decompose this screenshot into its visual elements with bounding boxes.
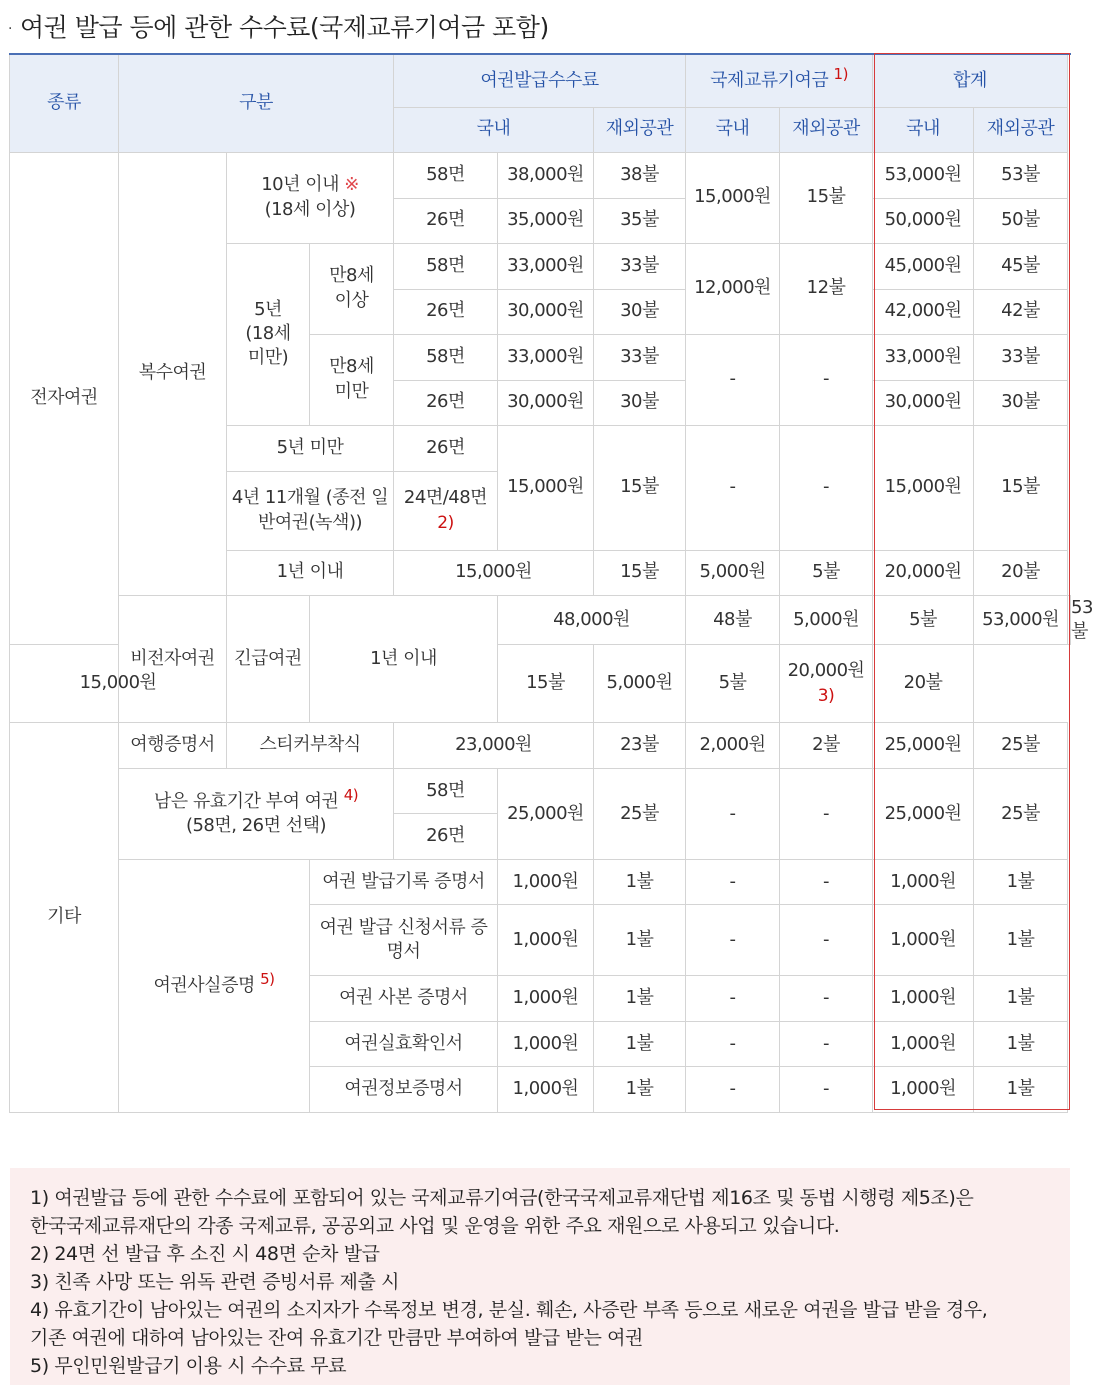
fund-overseas: -: [780, 976, 873, 1022]
five-year-age: (18세: [245, 322, 291, 344]
period-ten-year: [227, 152, 394, 243]
header-total-domestic: 국내: [873, 107, 974, 152]
fee-overseas: 30불: [594, 380, 686, 425]
fund-domestic: 5,000원: [594, 645, 686, 723]
type-other: 기타: [10, 723, 119, 1113]
pages: 26면: [394, 198, 498, 243]
category-travel-cert: 여행증명서: [119, 723, 227, 769]
header-intl-fund: [686, 54, 873, 107]
header-issue-overseas: 재외공관: [594, 107, 686, 152]
total-domestic: 53,000원: [974, 595, 1068, 645]
cert-name: 여권 발급기록 증명서: [310, 860, 498, 905]
fund-domestic: 2,000원: [686, 723, 780, 769]
pages: 58면: [394, 152, 498, 198]
fund-overseas: -: [780, 334, 873, 425]
fund-overseas: -: [780, 769, 873, 860]
fee-domestic: 23,000원: [394, 723, 594, 769]
fee-domestic: 25,000원: [498, 769, 594, 860]
total-overseas: 1불: [974, 1022, 1068, 1067]
cert-name: 여권실효확인서: [310, 1022, 498, 1067]
footnote-line: 5) 무인민원발급기 이용 시 수수료 무료: [30, 1355, 347, 1377]
total-domestic: 30,000원: [873, 380, 974, 425]
total-domestic: [780, 645, 873, 723]
fee-overseas: 48불: [686, 595, 780, 645]
total-domestic: 1,000원: [873, 905, 974, 976]
footnote-ref: 4): [343, 785, 359, 804]
under8-label: 만8세: [329, 356, 374, 378]
remaining-label: 남은 유효기간 부여 여권: [153, 790, 339, 812]
fee-overseas: 1불: [594, 976, 686, 1022]
period-one-year: 1년 이내: [227, 550, 394, 595]
fee-domestic: 1,000원: [498, 1022, 594, 1067]
total-domestic: 45,000원: [873, 243, 974, 289]
total-overseas: 1불: [974, 860, 1068, 905]
total-domestic: 15,000원: [873, 425, 974, 550]
pages: 58면: [394, 243, 498, 289]
total-overseas: 15불: [974, 425, 1068, 550]
header-total: 합계: [873, 54, 1068, 107]
fee-overseas: 33불: [594, 243, 686, 289]
cert-name: 여권 사본 증명서: [310, 976, 498, 1022]
footnote-line: 2) 24면 선 발급 후 소진 시 48면 순차 발급: [30, 1243, 380, 1265]
fee-domestic: 1,000원: [498, 976, 594, 1022]
fund-domestic: -: [686, 769, 780, 860]
fee-overseas: 30불: [594, 289, 686, 334]
footnote-ref: 2): [437, 512, 454, 533]
total-overseas: 30불: [974, 380, 1068, 425]
fee-overseas: 1불: [594, 1022, 686, 1067]
header-intl-fund-text: 국제교류기여금: [710, 69, 829, 91]
fee-overseas: 35불: [594, 198, 686, 243]
fee-domestic: 1,000원: [498, 1067, 594, 1113]
fund-overseas: 2불: [780, 723, 873, 769]
category-multiple: 복수여권: [119, 152, 227, 595]
fact-cert-label: 여권사실증명: [153, 974, 255, 996]
fee-overseas: 15불: [594, 550, 686, 595]
footnotes-box: [10, 1168, 1070, 1385]
fund-domestic: -: [686, 1022, 780, 1067]
fund-overseas: 5불: [780, 550, 873, 595]
total-overseas: 50불: [974, 198, 1068, 243]
category-emergency: 긴급여권: [227, 595, 310, 723]
ten-year-age: (18세 이상): [264, 198, 356, 220]
fund-domestic: -: [686, 334, 780, 425]
footnote-ref: 5): [260, 969, 275, 988]
five-year-label: 5년: [254, 298, 282, 320]
total-overseas: 25불: [974, 723, 1068, 769]
fund-domestic: -: [686, 976, 780, 1022]
header-issue-domestic: 국내: [394, 107, 594, 152]
header-total-overseas: 재외공관: [974, 107, 1068, 152]
pages: 26면: [394, 380, 498, 425]
total-overseas: 42불: [974, 289, 1068, 334]
fee-domestic: 15,000원: [498, 425, 594, 550]
pages: 26면: [394, 289, 498, 334]
footnote-line: 한국국제교류재단의 각종 국제교류, 공공외교 사업 및 운영을 위한 주요 재원으로 사용되고 있습니다.: [30, 1215, 840, 1237]
total-domestic: 1,000원: [873, 1067, 974, 1113]
type-electronic: 전자여권: [10, 152, 119, 645]
type-non-electronic: 비전자여권: [119, 595, 227, 723]
fee-overseas: 15불: [498, 645, 594, 723]
fund-overseas: 12불: [780, 243, 873, 334]
cert-name: 여권 발급 신청서류 증명서: [310, 905, 498, 976]
fund-overseas: -: [780, 1067, 873, 1113]
footnote-line: 4) 유효기간이 남아있는 여권의 소지자가 수록정보 변경, 분실. 훼손, 사증란 부족 등으로 새로운 여권을 발급 받을 경우,: [30, 1299, 988, 1321]
fee-domestic: 15,000원: [394, 550, 594, 595]
category-remaining-validity: [119, 769, 394, 860]
fee-domestic: 38,000원: [498, 152, 594, 198]
age-over8: [310, 243, 394, 334]
pages-old: [394, 471, 498, 550]
header-category: 구분: [119, 54, 394, 152]
fund-domestic: -: [686, 905, 780, 976]
footnote-line: 기존 여권에 대하여 남아있는 잔여 유효기간 만큼만 부여하여 발급 받는 여권: [30, 1327, 643, 1349]
fund-domestic: 12,000원: [686, 243, 780, 334]
total-domestic: 42,000원: [873, 289, 974, 334]
fund-domestic: -: [686, 1067, 780, 1113]
total-overseas: 1불: [974, 905, 1068, 976]
fund-domestic: -: [686, 860, 780, 905]
period-old-passport: 4년 11개월 (종전 일반여권(녹색)): [227, 471, 394, 550]
pages: 26면: [394, 814, 498, 860]
total-overseas: 1불: [974, 1067, 1068, 1113]
fee-domestic: 1,000원: [498, 905, 594, 976]
pages: 26면: [394, 425, 498, 471]
footnote-line: 3) 친족 사망 또는 위독 관련 증빙서류 제출 시: [30, 1271, 400, 1293]
fund-overseas: -: [780, 425, 873, 550]
total-domestic: 20,000원: [873, 550, 974, 595]
remaining-sub: (58면, 26면 선택): [185, 815, 327, 837]
total-domestic: 25,000원: [873, 769, 974, 860]
fee-domestic: 15,000원: [10, 645, 227, 723]
period-under5: 5년 미만: [227, 425, 394, 471]
note-mark-icon: ※: [344, 174, 359, 196]
fee-overseas: 1불: [594, 1067, 686, 1113]
old-pages-label: 24면/48면: [403, 487, 488, 509]
fund-overseas: -: [780, 1022, 873, 1067]
total-overseas: 53불: [1068, 595, 1071, 645]
fee-overseas: 1불: [594, 860, 686, 905]
five-year-age2: 미만): [247, 347, 289, 369]
total-domestic-value: 20,000원: [787, 660, 865, 682]
total-domestic: 53,000원: [873, 152, 974, 198]
total-overseas: 33불: [974, 334, 1068, 380]
under8-label-b: 미만: [334, 380, 369, 402]
fund-domestic: 5,000원: [780, 595, 873, 645]
fee-domestic: 30,000원: [498, 289, 594, 334]
total-domestic: 50,000원: [873, 198, 974, 243]
header-issue-fee: 여권발급수수료: [394, 54, 686, 107]
page-title: [8, 8, 549, 44]
fee-domestic: 30,000원: [498, 380, 594, 425]
fee-overseas: 1불: [594, 905, 686, 976]
fee-overseas: 15불: [594, 425, 686, 550]
fund-overseas: 15불: [780, 152, 873, 243]
fee-overseas: 25불: [594, 769, 686, 860]
over8-label-b: 이상: [334, 289, 369, 311]
travel-cert-sticker: 스티커부착식: [227, 723, 394, 769]
fee-domestic: 48,000원: [498, 595, 686, 645]
total-domestic: 1,000원: [873, 1022, 974, 1067]
total-domestic: 1,000원: [873, 976, 974, 1022]
total-domestic: 33,000원: [873, 334, 974, 380]
fund-overseas: 5불: [686, 645, 780, 723]
category-fact-cert: [119, 860, 310, 1113]
total-overseas: 1불: [974, 976, 1068, 1022]
footnote-ref: 1): [833, 64, 848, 83]
total-domestic: 25,000원: [873, 723, 974, 769]
fee-domestic: 35,000원: [498, 198, 594, 243]
period-emergency: 1년 이내: [310, 595, 498, 723]
age-under8: [310, 334, 394, 425]
fee-overseas: 23불: [594, 723, 686, 769]
fee-overseas: 33불: [594, 334, 686, 380]
fee-table: [9, 53, 1093, 1113]
total-overseas: 53불: [974, 152, 1068, 198]
header-type: 종류: [10, 54, 119, 152]
fund-overseas: -: [780, 905, 873, 976]
fund-domestic: 15,000원: [686, 152, 780, 243]
footnote-ref: 3): [817, 685, 835, 706]
header-fund-domestic: 국내: [686, 107, 780, 152]
fund-overseas: -: [780, 860, 873, 905]
period-five-year: [227, 243, 310, 425]
footnote-line: 1) 여권발급 등에 관한 수수료에 포함되어 있는 국제교류기여금(한국국제교류재단법 제16조 및 동법 시행령 제5조)은: [30, 1187, 974, 1209]
total-overseas: 20불: [974, 550, 1068, 595]
fee-domestic: 33,000원: [498, 334, 594, 380]
cert-name: 여권정보증명서: [310, 1067, 498, 1113]
page-title-text: 여권 발급 등에 관한 수수료(국제교류기여금 포함): [19, 13, 549, 42]
total-overseas: 45불: [974, 243, 1068, 289]
total-overseas: 25불: [974, 769, 1068, 860]
pages: 58면: [394, 769, 498, 814]
pages: 58면: [394, 334, 498, 380]
ten-year-label: 10년 이내: [261, 174, 339, 196]
fund-overseas: 5불: [873, 595, 974, 645]
fund-domestic: -: [686, 425, 780, 550]
total-overseas: 20불: [873, 645, 974, 723]
bullet-icon: ·: [8, 21, 12, 37]
fee-domestic: 33,000원: [498, 243, 594, 289]
total-domestic: 1,000원: [873, 860, 974, 905]
header-fund-overseas: 재외공관: [780, 107, 873, 152]
over8-label: 만8세: [329, 265, 374, 287]
fee-domestic: 1,000원: [498, 860, 594, 905]
fee-overseas: 38불: [594, 152, 686, 198]
fund-domestic: 5,000원: [686, 550, 780, 595]
